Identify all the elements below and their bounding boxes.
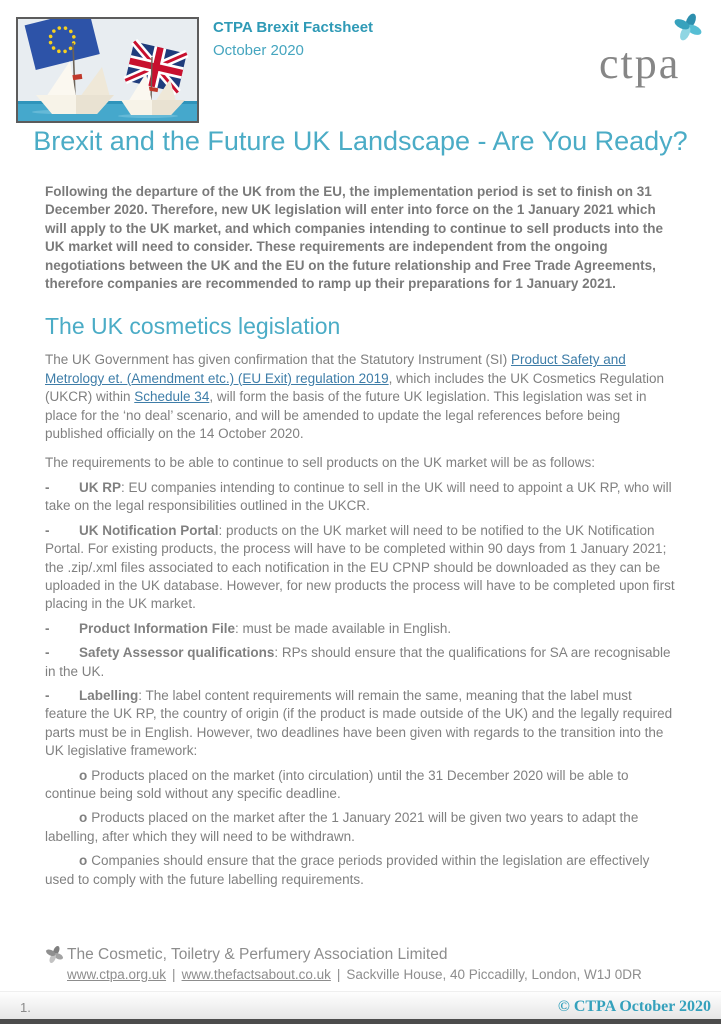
footer-link-ctpa[interactable]: www.ctpa.org.uk	[67, 967, 167, 982]
section-heading: The UK cosmetics legislation	[45, 313, 341, 340]
bullet-text: : RPs should ensure that the qualifications for SA are recognisable in the UK.	[45, 645, 671, 679]
bullet-dash: -	[45, 479, 50, 495]
bullet-term: Safety Assessor qualifications	[79, 645, 275, 661]
ctpa-swirl-icon	[673, 12, 703, 42]
bullet-term: Labelling	[79, 687, 139, 703]
bullet-term: UK RP	[79, 479, 122, 495]
bullet-uk-notification-portal	[45, 522, 676, 614]
subbullet-after-1-january	[45, 809, 676, 846]
subbullet-marker: o	[79, 853, 88, 869]
footer-address: Sackville House, 40 Piccadilly, London, W1J 0DR	[346, 967, 642, 982]
ctpa-logo	[599, 12, 705, 86]
footer-separator: |	[336, 967, 341, 982]
footer-org-name: The Cosmetic, Toiletry & Perfumery Association Limited	[67, 945, 448, 963]
subbullet-text: Companies should ensure that the grace periods provided within the legislation are effectively used to comply with the future labelling requirements.	[45, 853, 650, 887]
bullet-safety-assessor	[45, 644, 676, 681]
text-segment: The UK Government has given confirmation that the Statutory Instrument (SI)	[45, 352, 511, 368]
masthead-title: CTPA Brexit Factsheet	[213, 19, 374, 36]
paper-boats-flags-illustration	[18, 19, 197, 121]
bullet-text: : The label content requirements will remain the same, meaning that the label must feature the UK RP, the country of origin (if the product is made outside of the UK) and the legally required parts must be in English. However, two deadlines have been given with regards to the transition into the UK legislative framework:	[45, 687, 673, 759]
bullet-dash: -	[45, 522, 50, 538]
bullet-labelling	[45, 687, 676, 761]
copyright-notice: © CTPA October 2020	[557, 998, 711, 1015]
bullet-dash: -	[45, 687, 50, 703]
subbullet-until-31-december	[45, 767, 676, 804]
bullet-term: Product Information File	[79, 620, 236, 636]
page-header	[0, 0, 721, 123]
text-segment: , which includes the UK Cosmetics Regulation (UKCR) within	[45, 370, 665, 405]
bullet-uk-rp	[45, 479, 676, 516]
brexit-boats-image	[16, 17, 199, 123]
footer-separator: |	[172, 967, 176, 982]
page-footer	[0, 945, 721, 1024]
bullet-term: UK Notification Portal	[79, 522, 219, 538]
bullet-text: : EU companies intending to continue to sell in the UK will need to appoint a UK RP, who will take on the legal responsibilities outlined in the UKCR.	[45, 479, 672, 514]
masthead-date: October 2020	[213, 42, 304, 59]
legislation-paragraph	[45, 351, 676, 443]
footer-bottom-bar	[0, 1019, 721, 1024]
bullet-text: : products on the UK market will need to be notified to the UK Notification Portal. For existing products, the process will have to be completed within 90 days from 1 January 2021; the .zip/.xml files associated to each notification in the EU CPNP should be downloaded as they can be uploaded in the UK database. However, for new products the process will have to be completed upon first placing in the UK market.	[45, 522, 675, 612]
footer-swirl-icon	[45, 945, 64, 964]
intro-paragraph: Following the departure of the UK from the EU, the implementation period is set to finish on 31 December 2020. Therefore, new UK legislation will enter into force on the 1 January 2021 which will apply to the UK market, and which companies intending to continue to sell products into the UK market will need to consider. These requirements are independent from the ongoing negotiations between the UK and the EU on the future relationship and Free Trade Agreements, therefore companies are recommended to ramp up their preparations for 1 January 2021.	[45, 184, 664, 292]
bullet-product-information-file	[45, 620, 676, 638]
footer-contact-line	[0, 967, 721, 982]
subbullet-marker: o	[79, 767, 88, 783]
subbullet-text: Products placed on the market after the 1 January 2021 will be given two years to adapt the labelling, after which they will need to be withdrawn.	[45, 810, 639, 844]
ctpa-logo-text: ctpa	[599, 39, 681, 88]
page-number: 1.	[20, 1000, 31, 1015]
bullet-dash: -	[45, 645, 50, 661]
link-product-safety-regulation[interactable]: Product Safety and Metrology et. (Amendment etc.) (EU Exit) regulation 2019	[45, 352, 626, 386]
masthead	[213, 16, 373, 62]
link-schedule-34[interactable]: Schedule 34	[134, 389, 210, 405]
footer-org-row	[0, 945, 721, 964]
bullet-text: : must be made available in English.	[235, 620, 452, 636]
text-segment: , will form the basis of the future UK legislation. This legislation was set in place for the ‘no deal’ scenario, and will be amended to update the legal references before being published officially on the 14 October 2020.	[45, 389, 647, 442]
subbullet-text: Products placed on the market (into circulation) until the 31 December 2020 will be able to continue being sold without any specific deadline.	[45, 767, 629, 801]
document-body	[0, 183, 721, 889]
footer-link-thefactsabout[interactable]: www.thefactsabout.co.uk	[181, 967, 331, 982]
bullet-dash: -	[45, 620, 50, 636]
page-title: Brexit and the Future UK Landscape - Are You Ready?	[33, 126, 688, 156]
subbullet-marker: o	[79, 810, 88, 826]
requirements-lead: The requirements to be able to continue to sell products on the UK market will be as follows:	[45, 455, 596, 471]
footer-band	[0, 991, 721, 1019]
subbullet-grace-periods	[45, 852, 676, 889]
